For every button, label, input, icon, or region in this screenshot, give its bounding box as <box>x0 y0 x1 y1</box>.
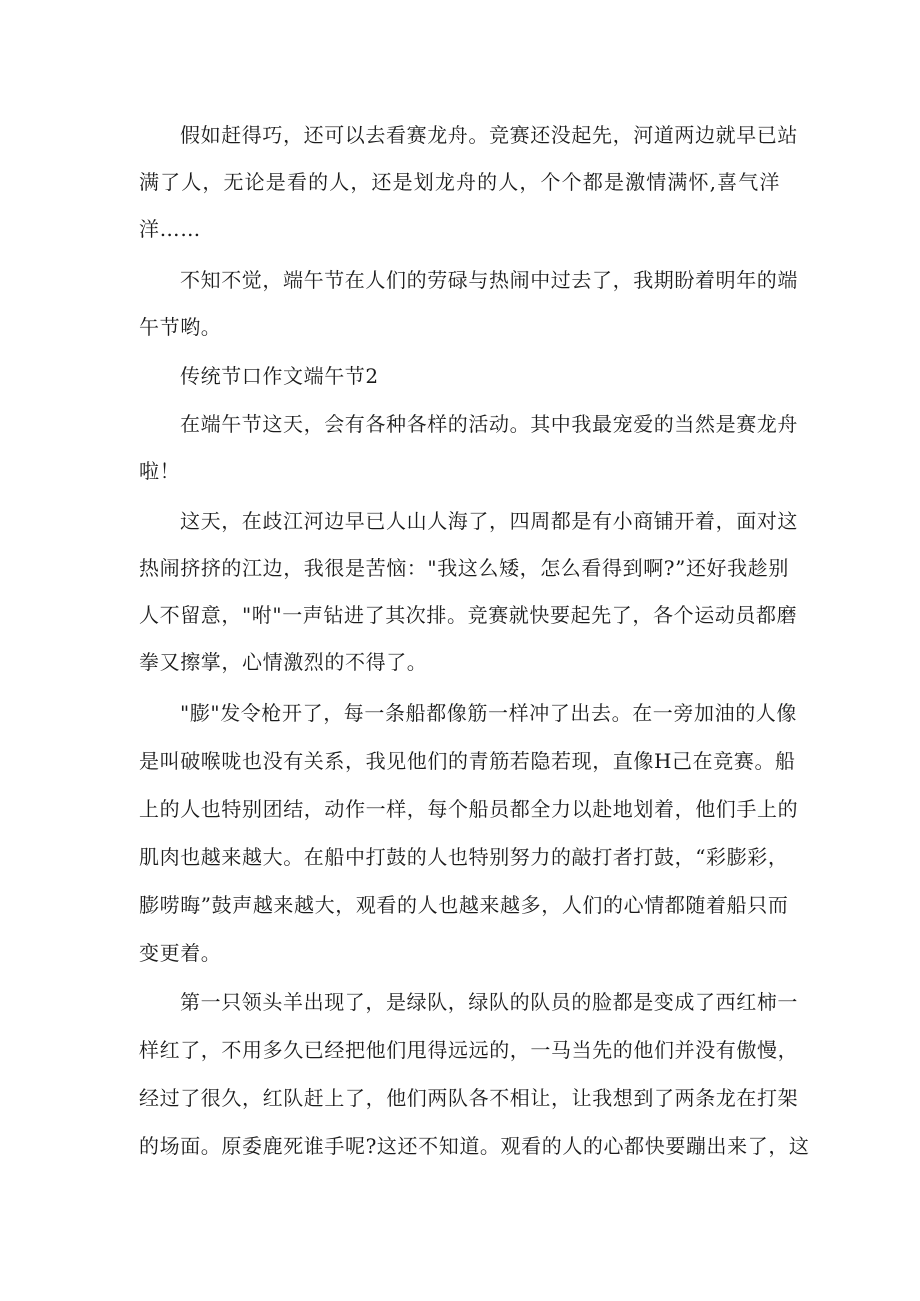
paragraph-5-line-4: 肌肉也越来越大。在船中打鼓的人也特别努力的敲打者打鼓，“彩膨彩， <box>139 845 789 869</box>
paragraph-1-line-1: 假如赶得巧，还可以去看赛龙舟。竞赛还没起先，河道两边就早已站 <box>180 123 798 147</box>
paragraph-4-line-1: 这天，在歧江河边早已人山人海了，四周都是有小商铺开着，面对这 <box>180 509 798 533</box>
paragraph-5-line-6: 变更着。 <box>139 941 222 965</box>
paragraph-5-line-1: "膨"发令枪开了，每一条船都像筋一样冲了出去。在一旁加油的人像 <box>180 701 797 725</box>
paragraph-6-line-1: 第一只领头羊出现了，是绿队，绿队的队员的脸都是变成了西红柿一 <box>180 990 798 1014</box>
paragraph-5-line-3: 上的人也特别团结，动作一样，每个船员都全力以赴地划着，他们手上的 <box>139 797 799 821</box>
paragraph-1-line-2: 满了人，无论是看的人，还是划龙舟的人，个个都是激情满怀,喜气洋 <box>139 170 780 194</box>
paragraph-3-line-2: 啦！ <box>139 459 181 483</box>
paragraph-4-line-3: 人不留意，"咐"一声钻进了其次排。竞赛就快要起先了，各个运动员都磨 <box>139 603 798 627</box>
paragraph-2-line-1: 不知不觉，端午节在人们的劳碌与热闹中过去了，我期盼着明年的端 <box>180 268 798 292</box>
paragraph-2-line-2: 午节哟。 <box>139 315 222 339</box>
paragraph-4-line-2: 热闹挤挤的江边，我很是苦恼："我这么矮，怎么看得到啊?”还好我趁别 <box>139 556 789 580</box>
paragraph-4-line-4: 拳又擦掌，心情激烈的不得了。 <box>139 650 428 674</box>
paragraph-6-line-2: 样红了，不用多久已经把他们甩得远远的，一马当先的他们并没有傲慢， <box>139 1038 799 1062</box>
paragraph-1-line-3: 洋…… <box>139 217 201 241</box>
section-heading: 传统节口作文端午节2 <box>180 364 379 388</box>
paragraph-5-line-2: 是叫破喉咙也没有关系，我见他们的青筋若隐若现，直像H己在竞赛。船 <box>139 749 796 773</box>
paragraph-6-line-3: 经过了很久，红队赶上了，他们两队各不相让，让我想到了两条龙在打架 <box>139 1086 799 1110</box>
paragraph-5-line-5: 膨唠晦”鼓声越来越大，观看的人也越来越多，人们的心情都随着船只而 <box>139 893 789 917</box>
paragraph-3-line-1: 在端午节这天，会有各种各样的活动。其中我最宠爱的当然是赛龙舟 <box>180 412 798 436</box>
paragraph-6-line-4: 的场面。原委鹿死谁手呢?这还不知道。观看的人的心都快要蹦出来了，这 <box>139 1134 810 1158</box>
